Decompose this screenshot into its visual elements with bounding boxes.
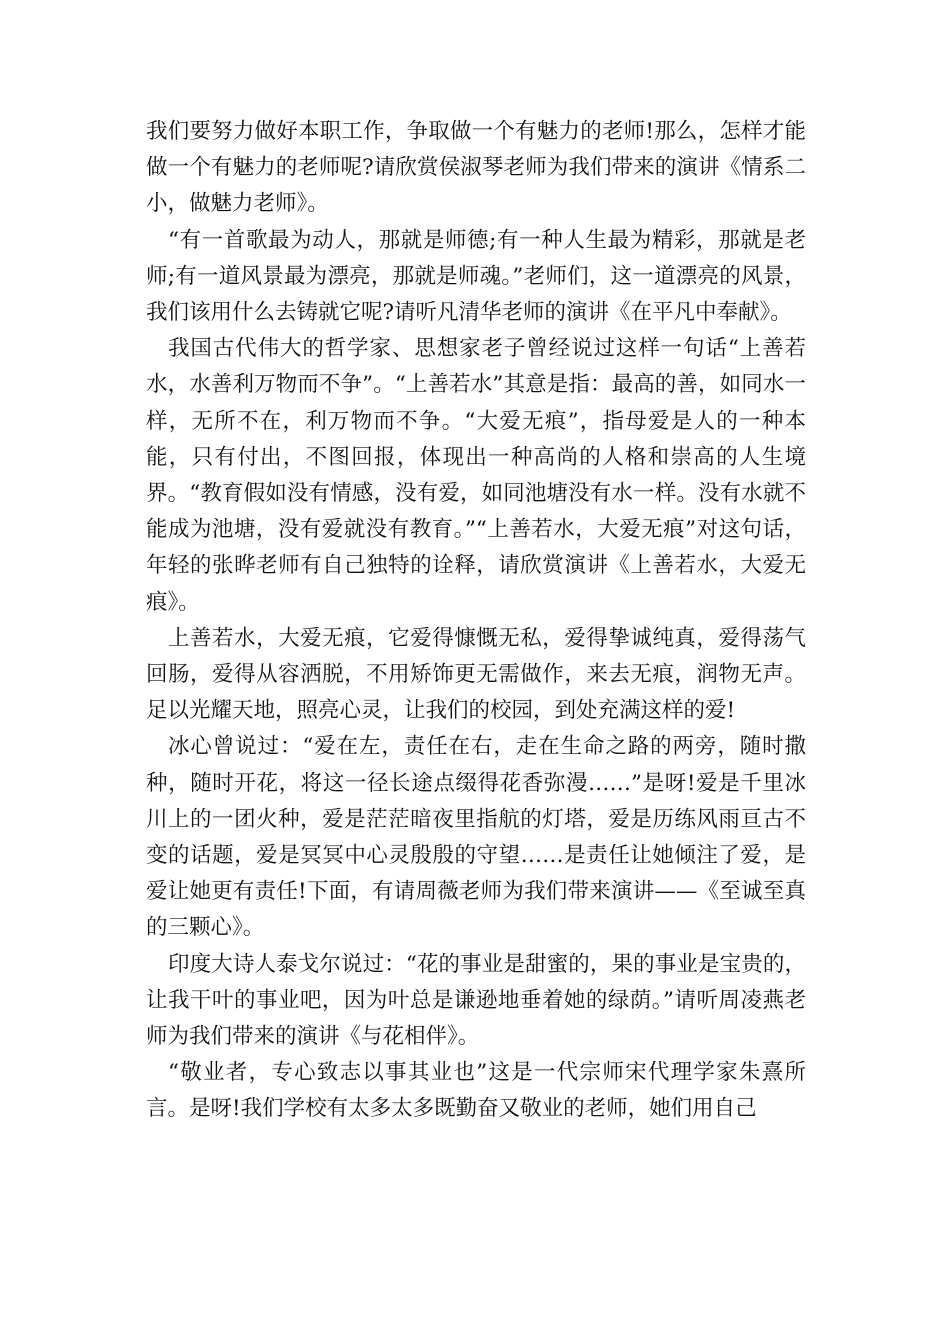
paragraph-2: “有一首歌最为动人，那就是师德;有一种人生最为精彩，那就是老师;有一道风景最为漂亮，那就是师魂。”老师们，这一道漂亮的风景，我们该用什么去铸就它呢?请听凡清华老师的演讲《在平凡中奉献》。: [146, 227, 806, 326]
paragraph-6: 印度大诗人泰戈尔说过：“花的事业是甜蜜的，果的事业是宝贵的，让我干叶的事业吧，因为叶总是谦逊地垂着她的绿荫。”请听周凌燕老师为我们带来的演讲《与花相伴》。: [146, 951, 806, 1050]
paragraph-7: “敬业者，专心致志以事其业也”这是一代宗师宋代理学家朱熹所言。是呀!我们学校有太多太多既勤奋又敬业的老师，她们用自己: [146, 1060, 806, 1122]
document-body: [146, 114, 806, 1128]
paragraph-5: 冰心曾说过：“爱在左，责任在右，走在生命之路的两旁，随时撒种，随时开花，将这一径长途点缀得花香弥漫……”是呀!爱是千里冰川上的一团火种，爱是茫茫暗夜里指航的灯塔，爱是历练风雨亘古不变的话题，爱是冥冥中心灵殷殷的守望……是责任让她倾注了爱，是爱让她更有责任!下面，有请周薇老师为我们带来演讲——《至诚至真的三颗心》。: [146, 734, 806, 941]
paragraph-3: 我国古代伟大的哲学家、思想家老子曾经说过这样一句话“上善若水，水善利万物而不争”。“上善若水”其意是指：最高的善，如同水一样，无所不在，利万物而不争。“大爱无痕”，指母爱是人的一种本能，只有付出，不图回报，体现出一种高尚的人格和崇高的人生境界。“教育假如没有情感，没有爱，如同池塘没有水一样。没有水就不能成为池塘，没有爱就没有教育。”“上善若水，大爱无痕”对这句话，年轻的张晔老师有自己独特的诠释，请欣赏演讲《上善若水，大爱无痕》。: [146, 336, 806, 615]
paragraph-4: 上善若水，大爱无痕，它爱得慷慨无私，爱得挚诚纯真，爱得荡气回肠，爱得从容洒脱，不用矫饰更无需做作，来去无痕，润物无声。足以光耀天地，照亮心灵，让我们的校园，到处充满这样的爱!: [146, 625, 806, 724]
paragraph-1: 我们要努力做好本职工作，争取做一个有魅力的老师!那么，怎样才能做一个有魅力的老师呢?请欣赏侯淑琴老师为我们带来的演讲《情系二小，做魅力老师》。: [146, 119, 806, 217]
